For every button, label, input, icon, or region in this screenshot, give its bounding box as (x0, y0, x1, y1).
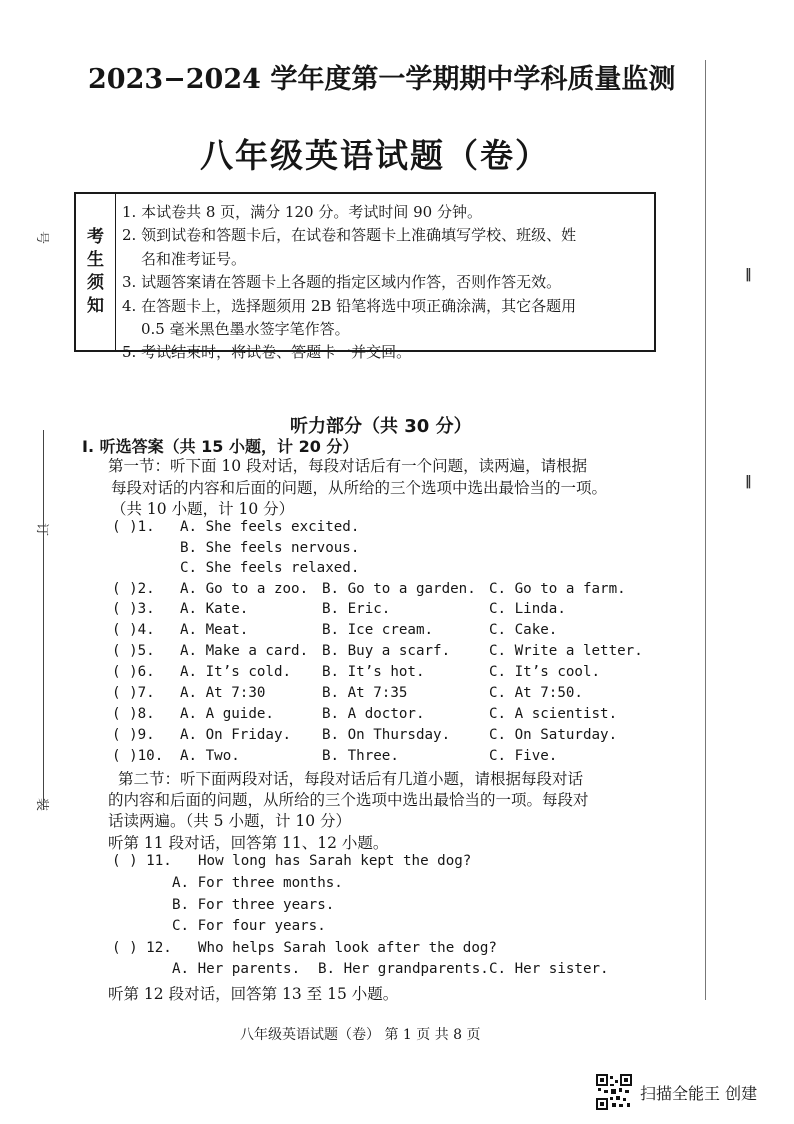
q11-number: ( ) 11. (112, 853, 172, 869)
section-title: 听力部分（共 30 分） (290, 416, 472, 437)
option-c: C. Go to a farm. (489, 581, 626, 597)
binding-mark-top: 号 (34, 230, 50, 245)
question-number: ( )2. (112, 581, 155, 597)
notice-box (74, 192, 656, 362)
sec1-instruction: 每段对话的内容和后面的问题，从所给的三个选项中选出最恰当的一项。 (111, 479, 608, 497)
page-footer: 八年级英语试题（卷） 第 1 页 共 8 页 (240, 1027, 481, 1043)
option-c: C. Linda. (489, 601, 566, 617)
option-a: A. Kate. (180, 601, 249, 617)
notice-label-text: 考生须知 (87, 227, 104, 316)
notice-line: 4. 在答题卡上，选择题须用 2B 铅笔将选中项正确涂满，其它各题用 (122, 296, 577, 315)
q12-number: ( ) 12. (112, 940, 172, 956)
q1-option-b: B. She feels nervous. (180, 540, 360, 556)
sec2-instruction: 第二节：听下面两段对话，每段对话后有几道小题，请根据每段对话 (118, 770, 584, 788)
option-c: C. Five. (489, 748, 558, 764)
notice-line: 5. 考试结束时，将试卷、答题卡一并交回。 (122, 343, 412, 362)
q1-number: ( )1. (112, 519, 155, 535)
option-b: B. Buy a scarf. (322, 643, 451, 659)
notice-line: 2. 领到试卷和答题卡后，在试卷和答题卡上准确填写学校、班级、姓 (122, 226, 577, 245)
question-number: ( )10. (112, 748, 164, 764)
q1-option-c: C. She feels relaxed. (180, 560, 360, 576)
q12-option-b: B. Her grandparents. (318, 961, 489, 977)
binding-mark-mid: 订 (34, 522, 50, 537)
option-b: B. At 7:35 (322, 685, 408, 701)
option-a: A. Make a card. (180, 643, 309, 659)
binding-mark-bottom: 装 (34, 797, 50, 812)
option-a: A. At 7:30 (180, 685, 266, 701)
binding-line (43, 430, 44, 810)
notice-line: 名和准考证号。 (141, 249, 247, 268)
question-number: ( )8. (112, 706, 155, 722)
exam-subtitle: 八年级英语试题（卷） (200, 136, 550, 175)
sec2-instruction: 的内容和后面的问题，从所给的三个选项中选出最恰当的一项。每段对 (108, 791, 589, 809)
option-c: C. At 7:50. (489, 685, 583, 701)
question-number: ( )9. (112, 727, 155, 743)
option-c: C. It’s cool. (489, 664, 601, 680)
option-b: B. On Thursday. (322, 727, 451, 743)
q12-option-c: C. Her sister. (489, 961, 609, 977)
sec2-instruction: 话读两遍。（共 5 小题，计 10 分） (108, 812, 352, 830)
right-mark-1: ‖ (745, 267, 752, 282)
notice-line: 0.5 毫米黑色墨水签字笔作答。 (141, 320, 350, 339)
sec1-instruction: （共 10 小题，计 10 分） (111, 500, 295, 518)
question-number: ( )6. (112, 664, 155, 680)
q1-option-a: A. She feels excited. (180, 519, 360, 535)
notice-line: 3. 试题答案请在答题卡上各题的指定区域内作答，否则作答无效。 (122, 273, 562, 292)
notice-body (122, 201, 652, 365)
option-b: B. Go to a garden. (322, 581, 476, 597)
q11-option-c: C. For four years. (172, 918, 326, 934)
q11-option-b: B. For three years. (172, 897, 335, 913)
scanner-watermark: 扫描全能王 创建 (640, 1084, 758, 1103)
part-title: Ⅰ. 听选答案（共 15 小题，计 20 分） (82, 437, 359, 456)
option-b: B. A doctor. (322, 706, 425, 722)
dialog-11-instruction: 听第 11 段对话，回答第 11、12 小题。 (108, 834, 389, 852)
option-c: C. Cake. (489, 622, 558, 638)
notice-line: 1. 本试卷共 8 页，满分 120 分。考试时间 90 分钟。 (122, 203, 482, 221)
option-a: A. Two. (180, 748, 240, 764)
option-c: C. A scientist. (489, 706, 618, 722)
option-b: B. Ice cream. (322, 622, 434, 638)
option-b: B. Eric. (322, 601, 391, 617)
q12-option-a: A. Her parents. (172, 961, 301, 977)
right-mark-2: ‖ (745, 474, 752, 489)
dialog-12-instruction: 听第 12 段对话，回答第 13 至 15 小题。 (108, 985, 399, 1003)
question-number: ( )5. (112, 643, 155, 659)
exam-title: 2023−2024 学年度第一学期期中学科质量监测 (88, 64, 676, 95)
q11-question: How long has Sarah kept the dog? (198, 853, 472, 869)
q11-option-a: A. For three months. (172, 875, 343, 891)
question-number: ( )4. (112, 622, 155, 638)
qr-code-icon (596, 1074, 632, 1110)
option-c: C. Write a letter. (489, 643, 643, 659)
question-number: ( )7. (112, 685, 155, 701)
option-a: A. It’s cold. (180, 664, 292, 680)
option-c: C. On Saturday. (489, 727, 618, 743)
option-a: A. Meat. (180, 622, 249, 638)
sec1-instruction: 第一节：听下面 10 段对话，每段对话后有一个问题，读两遍，请根据 (108, 457, 588, 475)
notice-label (76, 194, 116, 350)
option-a: A. Go to a zoo. (180, 581, 309, 597)
option-b: B. Three. (322, 748, 399, 764)
option-a: A. On Friday. (180, 727, 292, 743)
q12-question: Who helps Sarah look after the dog? (198, 940, 497, 956)
question-number: ( )3. (112, 601, 155, 617)
option-a: A. A guide. (180, 706, 274, 722)
right-edge-line (705, 60, 706, 1000)
option-b: B. It’s hot. (322, 664, 425, 680)
